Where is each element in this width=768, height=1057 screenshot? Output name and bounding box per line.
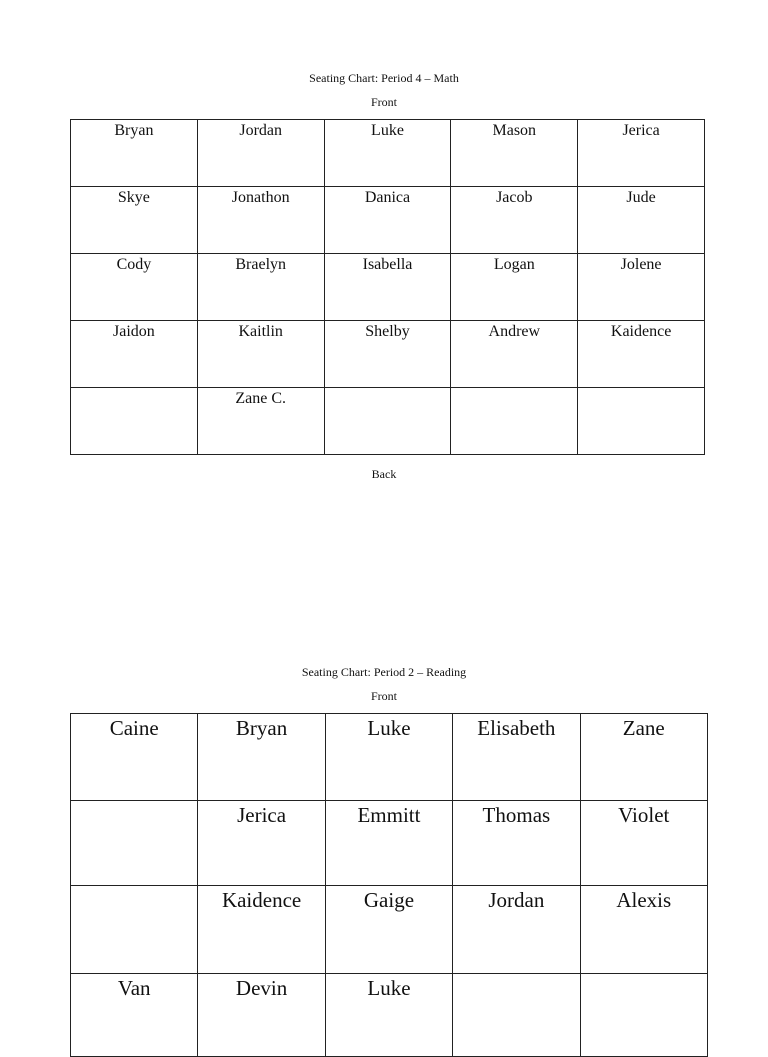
- seat: [71, 886, 198, 974]
- seat: Jonathon: [197, 187, 324, 254]
- seat: [453, 974, 580, 1057]
- seat: Kaitlin: [197, 321, 324, 388]
- seat: Zane C.: [197, 388, 324, 455]
- seat: Zane: [580, 714, 707, 801]
- chart2-seating-grid: [70, 713, 708, 1057]
- seat-row: [71, 974, 708, 1057]
- seat: Danica: [324, 187, 451, 254]
- seat: Jerica: [198, 801, 325, 886]
- seat-row: [71, 801, 708, 886]
- chart1-title: Seating Chart: Period 4 – Math: [309, 71, 459, 85]
- seat: Bryan: [71, 120, 198, 187]
- seat-row: [71, 187, 705, 254]
- seat: Van: [71, 974, 198, 1057]
- seat: [71, 801, 198, 886]
- seat: [324, 388, 451, 455]
- seat: Kaidence: [198, 886, 325, 974]
- seat: Skye: [71, 187, 198, 254]
- chart1-back-label: Back: [371, 467, 397, 481]
- seat: Jacob: [451, 187, 578, 254]
- seat: Emmitt: [325, 801, 452, 886]
- seat: Luke: [324, 120, 451, 187]
- seat-row: [71, 714, 708, 801]
- chart2-title: Seating Chart: Period 2 – Reading: [301, 665, 467, 679]
- seat: Jordan: [453, 886, 580, 974]
- seat: Bryan: [198, 714, 325, 801]
- seat: Cody: [71, 254, 198, 321]
- seat: Violet: [580, 801, 707, 886]
- seat: Mason: [451, 120, 578, 187]
- seat: Caine: [71, 714, 198, 801]
- seat-row: [71, 120, 705, 187]
- seat: Luke: [325, 974, 452, 1057]
- seat: Andrew: [451, 321, 578, 388]
- seat: Jordan: [197, 120, 324, 187]
- seat: Thomas: [453, 801, 580, 886]
- chart2-front-label: Front: [370, 689, 397, 703]
- seat: Alexis: [580, 886, 707, 974]
- seat: [580, 974, 707, 1057]
- seat: Devin: [198, 974, 325, 1057]
- seat-row: [71, 886, 708, 974]
- seat: Jude: [578, 187, 705, 254]
- seat: Jerica: [578, 120, 705, 187]
- seat: Shelby: [324, 321, 451, 388]
- seat: [578, 388, 705, 455]
- seat: Kaidence: [578, 321, 705, 388]
- seat-row: [71, 321, 705, 388]
- seat: Logan: [451, 254, 578, 321]
- seat: [451, 388, 578, 455]
- seat: [71, 388, 198, 455]
- seat-row: [71, 254, 705, 321]
- seat: Isabella: [324, 254, 451, 321]
- seat: Elisabeth: [453, 714, 580, 801]
- chart1-seating-grid: [70, 119, 705, 455]
- seat: Jolene: [578, 254, 705, 321]
- seat-row: [71, 388, 705, 455]
- seat: Luke: [325, 714, 452, 801]
- seat: Gaige: [325, 886, 452, 974]
- seat: Jaidon: [71, 321, 198, 388]
- seat: Braelyn: [197, 254, 324, 321]
- chart1-front-label: Front: [370, 95, 397, 109]
